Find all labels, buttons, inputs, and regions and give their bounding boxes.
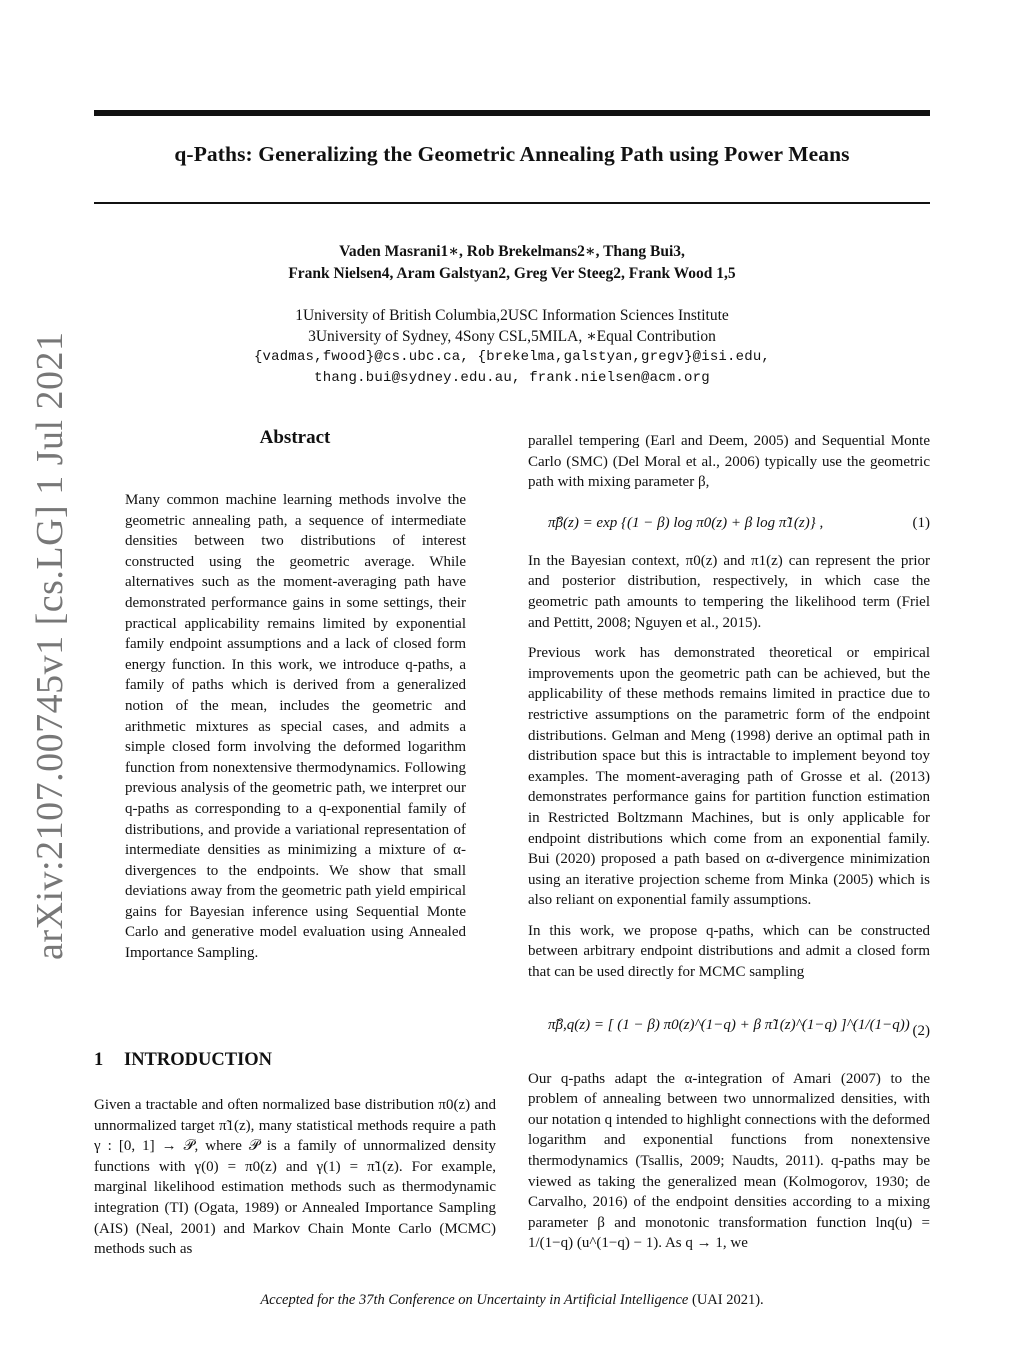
- venue-tag: (UAI 2021).: [691, 1292, 764, 1308]
- equation-2-number: (2): [912, 1022, 930, 1039]
- abstract-text: Many common machine learning methods involve the geometric annealing path, a sequence of intermediate densities between two distributions of interest constructed using the geometric average. While alternatives such as the moment-averaging path have demonstrated performance gains in some settings, their practical applicability remains limited by exponential family endpoint assumptions and a lack of closed form energy function. In this work, we introduce q-paths, a family of paths which is derived from a generalized notion of the mean, includes the geometric and arithmetic mixtures as special cases, and admits a simple closed form involving the deformed logarithm function from nonextensive thermodynamics. Following previous analysis of the geometric path, we interpret our q-paths as corresponding to a q-exponential family of distributions, and provide a variational representation of intermediate densities as minimizing a mixture of α-divergences to the endpoints. We show that small deviations away from the geometric path yield empirical gains for Bayesian inference using Sequential Monte Carlo and generative model evaluation using Annealed Importance Sampling.: [125, 492, 466, 962]
- equation-1: [528, 503, 930, 545]
- abstract-heading: Abstract: [259, 427, 331, 448]
- paragraph-bayesian: In the Bayesian context, π0(z) and π1(z) can represent the prior and posterior distribution, respectively, in which case the geometric path amounts to tempering the likelihood term (Friel and Pettitt, 2008; Nguyen et al., 2015).: [528, 552, 930, 631]
- affiliation-line-2: 3University of Sydney, 4Sony CSL,5MILA, ∗Equal Contribution: [308, 328, 716, 345]
- emails-line-2: thang.bui@sydney.edu.au, frank.nielsen@acm.org: [314, 370, 710, 386]
- section-number: 1: [94, 1050, 104, 1070]
- author-block: [94, 241, 930, 285]
- paragraph-tempering: parallel tempering (Earl and Deem, 2005) and Sequential Monte Carlo (SMC) (Del Moral et al., 2006) typically use the geometric path with mixing parameter β,: [528, 433, 930, 491]
- venue-footer: [94, 1292, 930, 1309]
- paragraph-q-paths: Our q-paths adapt the α-integration of Amari (2007) to the problem of annealing between two unnormalized densities, with our notation q intended to highlight connections with the deformed logarithm and exponential functions from nonextensive thermodynamics (Tsallis, 2009; Naudts, 2011). q-paths may be viewed as taking the generalized mean (Kolmogorov, 1930; de Carvalho, 2016) of the endpoint densities according to a mixing parameter β and monotonic transformation function lnq(u) = 1/(1−q) (u^(1−q) − 1). As q → 1, we: [528, 1070, 931, 1252]
- affiliation-line-1: 1University of British Columbia,2USC Information Sciences Institute: [295, 307, 729, 324]
- introduction-paragraph: Given a tractable and often normalized base distribution π0(z) and unnormalized target π̃1(z), many statistical methods require a path γ : [0, 1] → 𝒫, where 𝒫 is a family of unnormalized density functions with γ(0) = π0(z) and γ(1) = π̃1(z). For example, marginal likelihood estimation methods such as thermodynamic integration (TI) (Ogata, 1989) or Annealed Importance Sampling (AIS) (Neal, 2001) and Markov Chain Monte Carlo (MCMC) methods such as: [94, 1097, 496, 1258]
- emails-line-1: {vadmas,fwood}@cs.ubc.ca, {brekelma,galstyan,gregv}@isi.edu,: [253, 349, 771, 365]
- paragraph-previous-work: Previous work has demonstrated theoretical or empirical improvements upon the geometric path can be achieved, but the applicability of these methods remains limited in practice due to restrictive assumptions on the parametric form of the endpoint distributions. Gelman and Meng (1998) derive an optimal path in distribution space but this is intractable to implement beyond toy examples. The moment-averaging path of Grosse et al. (2013) demonstrates performance gains for partition function estimation in Restricted Boltzmann Machines, but is only applicable for endpoint distributions which come from an exponential family. Bui (2020) proposed a path based on α-divergence minimization using an iterative projection scheme from Minka (2005) which is also reliant on exponential family assumptions.: [528, 645, 930, 909]
- section-title: INTRODUCTION: [124, 1050, 273, 1070]
- venue-text: Accepted for the 37th Conference on Uncertainty in Artificial Intelligence: [260, 1292, 689, 1308]
- affiliation-block: [94, 305, 930, 389]
- equation-1-number: (1): [912, 514, 930, 531]
- authors-line-1: Vaden Masrani1∗, Rob Brekelmans2∗, Thang Bui3,: [339, 243, 685, 260]
- equation-2: [528, 993, 930, 1063]
- right-column: [528, 431, 930, 1264]
- title-bottom-rule: [94, 202, 930, 204]
- arxiv-identifier: arXiv:2107.00745v1 [cs.LG] 1 Jul 2021: [29, 331, 71, 960]
- section-heading-introduction: [94, 1050, 496, 1071]
- paragraph-this-work: In this work, we propose q-paths, which can be constructed between arbitrary endpoint distributions and admit a closed form that can be used directly for MCMC sampling: [528, 922, 930, 981]
- equation-2-body: π̃β,q(z) = [ (1 − β) π0(z)^(1−q) + β π̃1(z)^(1−q) ]^(1/(1−q)): [548, 1016, 910, 1033]
- authors-line-2: Frank Nielsen4, Aram Galstyan2, Greg Ver Steeg2, Frank Wood 1,5: [288, 265, 736, 282]
- top-rule: [94, 110, 930, 116]
- paper-title: q-Paths: Generalizing the Geometric Annealing Path using Power Means: [174, 142, 850, 166]
- equation-1-body: π̃β(z) = exp {(1 − β) log π0(z) + β log π̃1(z)} ,: [548, 514, 824, 531]
